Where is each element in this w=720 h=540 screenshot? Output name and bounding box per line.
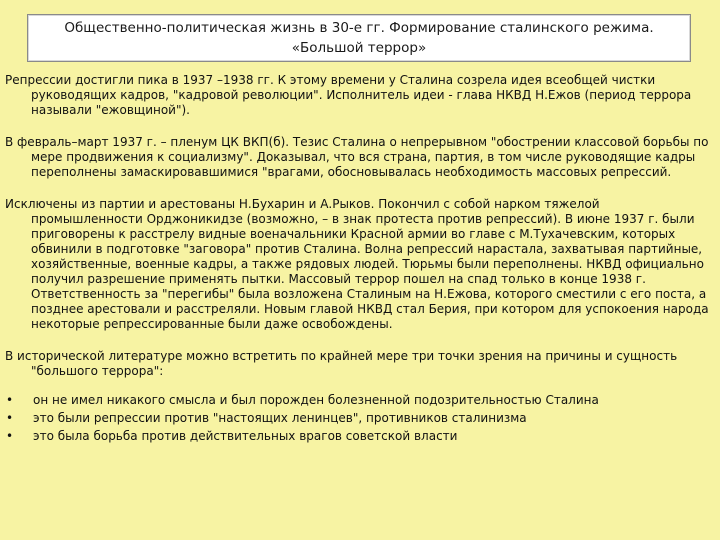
title-line-1: Общественно-политическая жизнь в 30-е гг. Формирование сталинского режима. (64, 20, 654, 36)
slide-body (5, 73, 710, 445)
list-item-text: это были репрессии против "настоящих ленинцев", противников сталинизма (33, 411, 527, 425)
list-item-text: он не имел никакого смысла и был порожден болезненной подозрительностью Сталина (33, 393, 599, 407)
paragraph-plenum: В февраль–март 1937 г. – пленум ЦК ВКП(б). Тезис Сталина о непрерывном "обострении классовой борьбы по мере продвижения к социализму". Доказывал, что вся страна, партия, в том числе руководящие кадры переполнены замаскировавшимися "врагами, обосновывалась необходимость массовых репрессий. (5, 135, 709, 179)
bullet-icon: • (6, 411, 14, 425)
paragraph-arrests: Исключены из партии и арестованы Н.Бухарин и А.Рыков. Покончил с собой нарком тяжелой промышленности Орджоникидзе (возможно, – в знак протеста против репрессий). В июне 1937 г. были приговорены к расстрелу видные военачальники Красной армии во главе с М.Тухачевским, которых обвинили в подготовке "заговора" против Сталина. Волна репрессий нарастала, захватывая партийные, хозяйственные, военные кадры, а также рядовых людей. Тюрьмы были переполнены. НКВД официально получил разрешение применять пытки. Массовый террор пошел на спад только в конце 1938 г. Ответственность за "перегибы" была возложена Сталиным на Н.Ежова, которого сместили с его поста, а позднее арестовали и расстреляли. Новым главой НКВД стал Берия, при котором для успокоения народа некоторые репрессированные были даже освобождены. (5, 197, 709, 331)
list-item (5, 391, 710, 409)
paragraph-repressions-peak: Репрессии достигли пика в 1937 –1938 гг. К этому времени у Сталина созрела идея всеобщей чистки руководящих кадров, "кадровой революции". Исполнитель идеи - глава НКВД Н.Ежов (период террора называли "ежовщиной"). (5, 73, 692, 117)
list-item-text: это была борьба против действительных врагов советской власти (33, 429, 458, 443)
slide-title (27, 14, 691, 62)
viewpoints-list (5, 391, 710, 445)
bullet-icon: • (6, 393, 14, 407)
bullet-icon: • (6, 429, 14, 443)
title-line-2: «Большой террор» (291, 40, 427, 56)
paragraph-historiography: В исторической литературе можно встретить по крайней мере три точки зрения на причины и сущность "большого террора": (5, 349, 678, 378)
list-item (5, 409, 710, 427)
list-item (5, 427, 710, 445)
